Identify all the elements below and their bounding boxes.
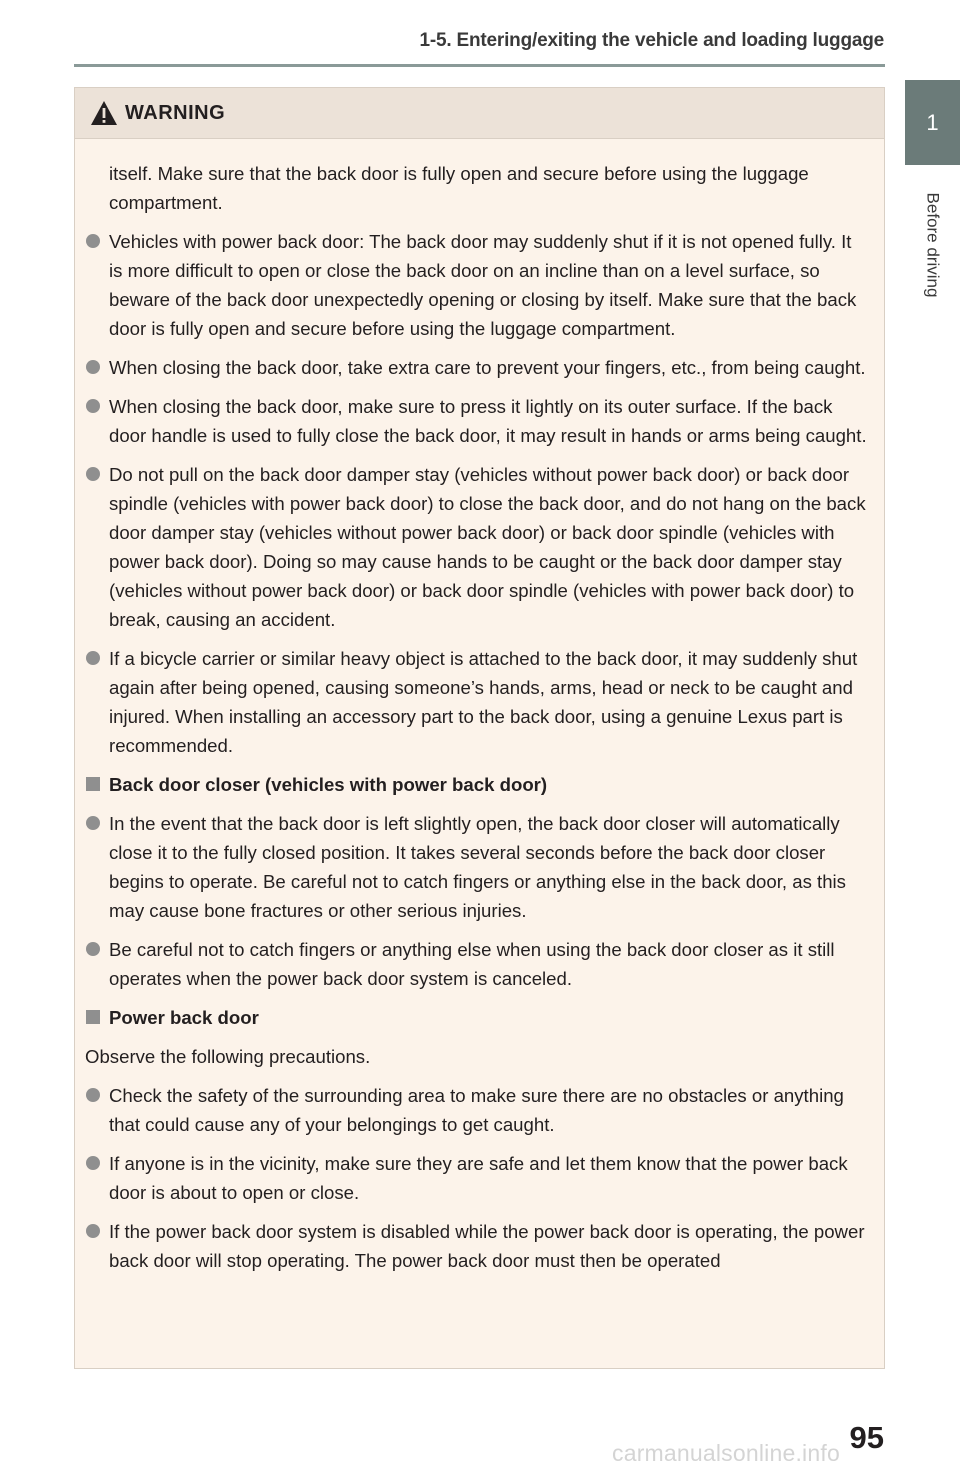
section-heading-power-back-door: [85, 1003, 870, 1032]
bullet-icon: [86, 1088, 100, 1102]
square-bullet-icon: [86, 777, 100, 791]
warning-icon: [89, 99, 119, 127]
warning-body: [75, 139, 884, 1275]
warning-box: [74, 87, 885, 1369]
section-title: 1-5. Entering/exiting the vehicle and loading luggage: [419, 30, 884, 51]
list-item: [85, 644, 870, 760]
warning-title: WARNING: [125, 101, 226, 124]
list-item: [85, 227, 870, 343]
section-heading-text: Power back door: [109, 1007, 259, 1028]
chapter-tab: [905, 80, 960, 165]
square-bullet-icon: [86, 1010, 100, 1024]
list-item: [85, 935, 870, 993]
bullet-icon: [86, 942, 100, 956]
list-item: [85, 353, 870, 382]
chapter-label: Before driving: [923, 192, 943, 298]
section-heading-text: Back door closer (vehicles with power back door): [109, 774, 548, 795]
bullet-icon: [86, 816, 100, 830]
chapter-label-container: [905, 180, 960, 310]
section-heading-back-door-closer: [85, 770, 870, 799]
bullet-icon: [86, 467, 100, 481]
continued-text: itself. Make sure that the back door is fully open and secure before using the luggage compartment.: [109, 163, 809, 213]
bullet-icon: [86, 651, 100, 665]
list-item: [85, 1149, 870, 1207]
bullet-icon: [86, 1224, 100, 1238]
bullet-text: If a bicycle carrier or similar heavy object is attached to the back door, it may suddenly shut again after being opened, causing someone’s hands, arms, head or neck to be caught and injured. When installing an accessory part to the back door, using a genuine Lexus part is recommended.: [109, 648, 858, 756]
list-item: [85, 1081, 870, 1139]
bullet-icon: [86, 234, 100, 248]
bullet-text: When closing the back door, take extra care to prevent your fingers, etc., from being caught.: [109, 357, 866, 378]
list-item: [85, 809, 870, 925]
bullet-icon: [86, 360, 100, 374]
bullet-text: In the event that the back door is left slightly open, the back door closer will automatically close it to the fully closed position. It takes several seconds before the back door closer begins to operate. Be careful not to catch fingers or anything else in the back door, as this may cause bone fractures or other serious injuries.: [109, 813, 846, 921]
bullet-text: If anyone is in the vicinity, make sure they are safe and let them know that the power back door is about to open or close.: [109, 1153, 848, 1203]
bullet-icon: [86, 1156, 100, 1170]
bullet-icon: [86, 399, 100, 413]
bullet-text: Check the safety of the surrounding area to make sure there are no obstacles or anything that could cause any of your belongings to get caught.: [109, 1085, 844, 1135]
header-divider: [74, 64, 885, 67]
bullet-text: Be careful not to catch fingers or anything else when using the back door closer as it still operates when the power back door system is canceled.: [109, 939, 835, 989]
warning-header: [75, 88, 884, 139]
bullet-text: Do not pull on the back door damper stay (vehicles without power back door) or back door spindle (vehicles with power back door) to close the back door, and do not hang on the back door damper stay (vehicles without power back door) or back door spindle (vehicles with power back door). Doing so may cause hands to be caught or the back door damper stay (vehicles without power back door) or back door spindle (vehicles with power back door) to break, causing an accident.: [109, 464, 866, 630]
chapter-number: 1: [926, 109, 939, 135]
bullet-text: Vehicles with power back door: The back door may suddenly shut if it is not opened fully. It is more difficult to open or close the back door on an incline than on a level surface, so beware of the back door unexpectedly opening or closing by itself. Make sure that the back door is fully open and secure before using the luggage compartment.: [109, 231, 857, 339]
bullet-text: If the power back door system is disabled while the power back door is operating, the power back door will stop operating. The power back door must then be operated: [109, 1221, 865, 1271]
page-number: 95: [849, 1420, 884, 1455]
list-item: [85, 1217, 870, 1275]
section-intro: Observe the following precautions.: [85, 1046, 371, 1067]
list-item: [85, 460, 870, 634]
list-item: [85, 392, 870, 450]
watermark: carmanualsonline.info: [612, 1440, 840, 1466]
bullet-text: When closing the back door, make sure to press it lightly on its outer surface. If the back door handle is used to fully close the back door, it may result in hands or arms being caught.: [109, 396, 867, 446]
